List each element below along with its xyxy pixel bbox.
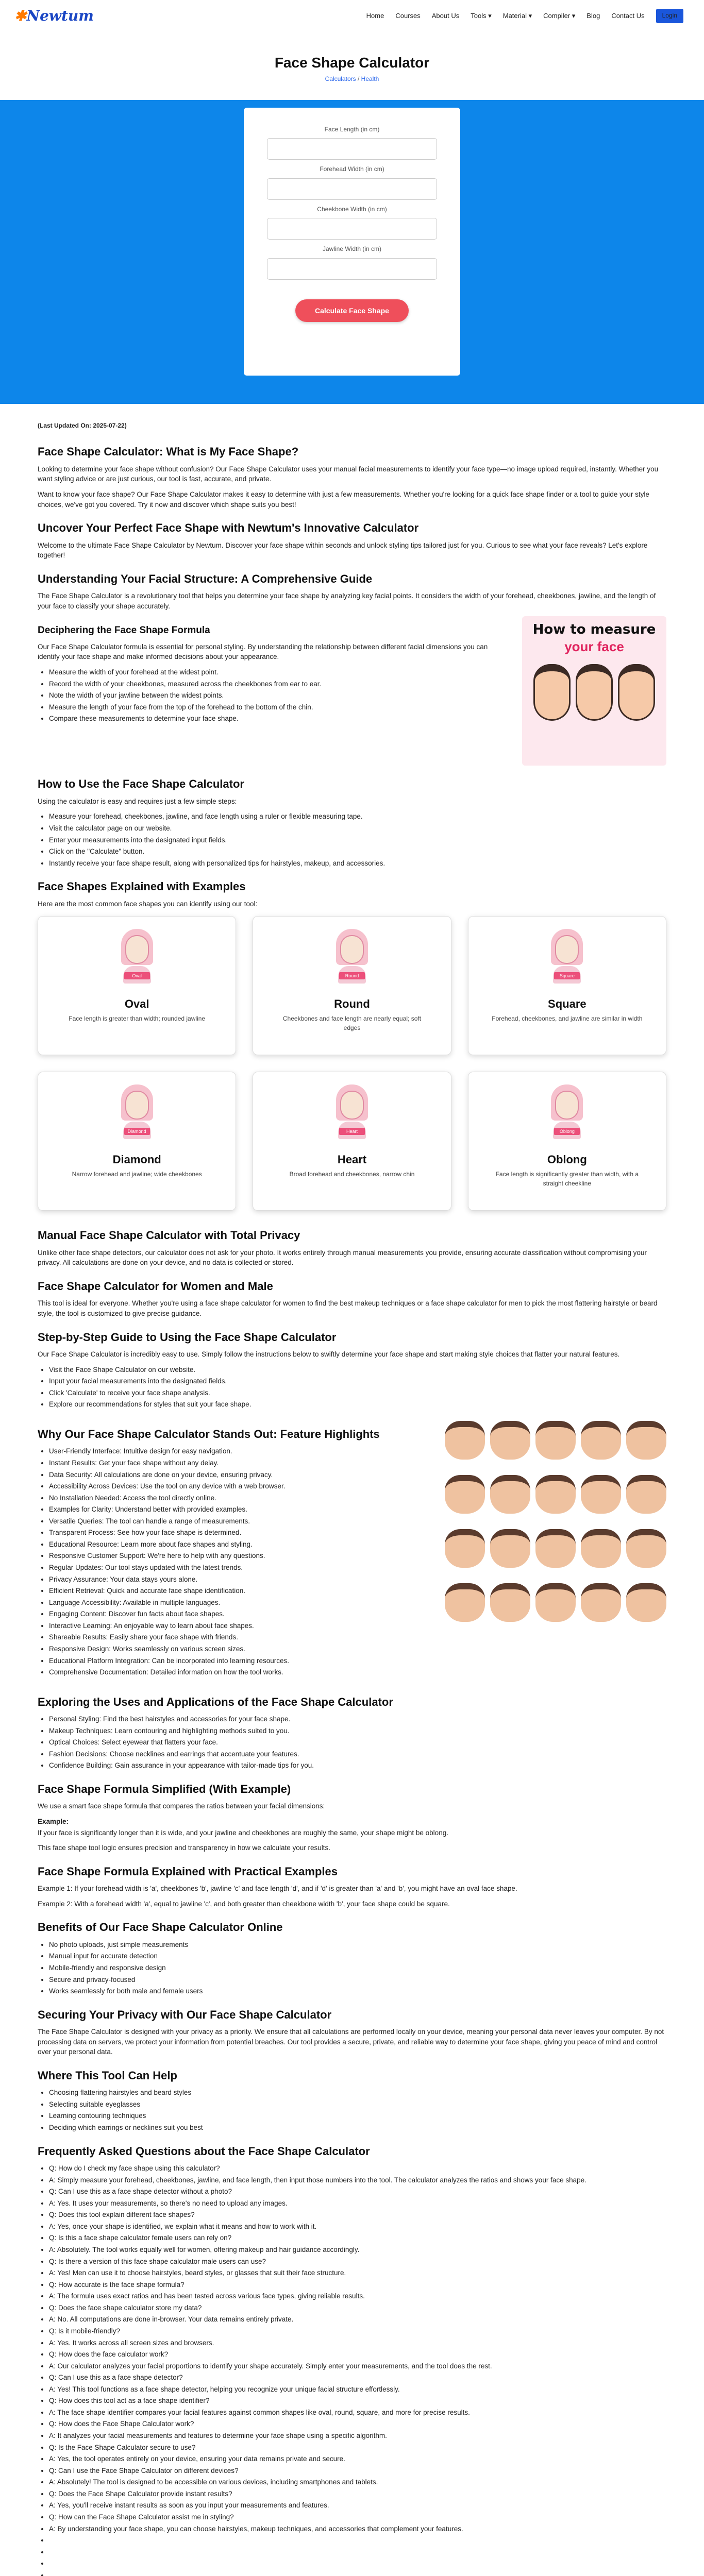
forehead-width-input[interactable] [267, 178, 437, 200]
shape-card-heart [253, 1072, 451, 1211]
uses-list [49, 1714, 666, 1771]
shape-name: Diamond [112, 1153, 161, 1166]
list-item: • Transparent Process: See how your face shape is determined. [49, 1528, 424, 1538]
heading-faq: Frequently Asked Questions about the Face Shape Calculator [38, 2144, 370, 2158]
faq-item: • A: Absolutely! The tool is designed to be accessible on various devices, including smartphones and tablets. [49, 2477, 666, 2487]
shape-description: Cheekbones and face length are nearly equal; soft edges [282, 1015, 422, 1031]
list-item: • Click 'Calculate' to receive your face shape analysis. [49, 1388, 666, 1398]
faq-item: • Q: Is the Face Shape Calculator secure to use? [49, 2443, 666, 2453]
faq-item: • Q: Does the Face Shape Calculator provide instant results? [49, 2489, 666, 2499]
nav-home[interactable]: Home [366, 11, 384, 20]
paragraph: Welcome to the ultimate Face Shape Calculator by Newtum. Discover your face shape within seconds and unlock styling tips tailored just for you. Curious to see what your face reveals? Let's explore together! [38, 541, 648, 560]
list-item: • Instant Results: Get your face shape without any delay. [49, 1458, 424, 1468]
example-label: Example: [38, 1818, 69, 1825]
list-item: • Comprehensive Documentation: Detailed information on how the tool works. [49, 1667, 424, 1677]
nav-contact-us[interactable]: Contact Us [611, 11, 645, 20]
faq-item: • Q: Is it mobile-friendly? [49, 2326, 666, 2336]
heading-where-tool-helps: Where This Tool Can Help [38, 2069, 177, 2082]
faq-item: • Q: How accurate is the face shape formula? [49, 2280, 666, 2290]
breadcrumb-calculators[interactable]: Calculators [325, 75, 356, 82]
faq-item: • A: Yes! Men can use it to choose hairstyles, beard styles, or glasses that suit their face structure. [49, 2268, 666, 2278]
list-item: • Educational Resource: Learn more about face shapes and styling. [49, 1539, 424, 1550]
list-item: • Regular Updates: Our tool stays updated with the latest trends. [49, 1563, 424, 1573]
paragraph: The Face Shape Calculator is a revolutionary tool that helps you determine your face shape by analyzing key facial points. It considers the width of your forehead, cheekbones, jawline, and the length of your face to classify your shape accurately. [38, 592, 656, 610]
oblong-face-icon: Oblong [544, 1081, 590, 1143]
face-illustration [576, 664, 613, 721]
calculator-hero [0, 100, 704, 404]
forehead-width-label: Forehead Width (in cm) [320, 165, 384, 173]
face-illustration [618, 664, 655, 721]
main-nav [366, 9, 683, 23]
breadcrumb [0, 75, 704, 83]
benefits-list [49, 1940, 666, 1996]
square-face-icon: Square [544, 926, 590, 988]
formula-text [38, 616, 501, 730]
list-item: • Choosing flattering hairstyles and beard styles [49, 2088, 666, 2098]
faq-item: • Q: Can I use the Face Shape Calculator on different devices? [49, 2466, 666, 2476]
heading-formula: Deciphering the Face Shape Formula [38, 625, 210, 636]
list-item: • Secure and privacy-focused [49, 1975, 666, 1985]
list-item: • Responsive Design: Works seamlessly on various screen sizes. [49, 1644, 424, 1654]
face-length-input[interactable] [267, 138, 437, 160]
heading-what-is-my-face-shape: Face Shape Calculator: What is My Face Shape? [38, 445, 299, 459]
how-to-list [49, 811, 666, 868]
paragraph: This face shape tool logic ensures precision and transparency in how we calculate your results. [38, 1844, 331, 1852]
paragraph: Our Face Shape Calculator formula is essential for personal styling. By understanding the relationship between different facial dimensions you can identify your face shape and make informed decisions about your appearance. [38, 642, 488, 661]
paragraph: The Face Shape Calculator is designed with your privacy as a priority. We ensure that all calculations are performed locally on your device, meaning your personal data never leaves your computer. By not processing data on servers, we protect your information from potential breaches. Our tool provides a secure, private, and reliable way to determine your face shape, giving you peace of mind and control over your personal data. [38, 2028, 664, 2056]
list-item: • Compare these measurements to determine your face shape. [49, 714, 501, 724]
shape-card-oval [38, 916, 236, 1055]
faq-item: • A: It analyzes your facial measurements and features to determine your face shape using a specific algorithm. [49, 2431, 666, 2441]
faq-item: • A: By understanding your face shape, you can choose hairstyles, makeup techniques, and accessories that complement your features. [49, 2524, 666, 2534]
heading-why-stands-out: Why Our Face Shape Calculator Stands Out: Feature Highlights [38, 1427, 380, 1440]
shape-name: Oval [124, 997, 149, 1011]
breadcrumb-separator: / [356, 75, 361, 82]
list-item: • Enter your measurements into the designated input fields. [49, 835, 666, 845]
list-item: • Learning contouring techniques [49, 2111, 666, 2121]
list-item: • Works seamlessly for both male and female users [49, 1986, 666, 1996]
list-item: • No Installation Needed: Access the tool directly online. [49, 1493, 424, 1503]
face-length-label: Face Length (in cm) [324, 125, 380, 133]
shape-name: Round [334, 997, 370, 1011]
heading-practical-examples: Face Shape Formula Explained with Practical Examples [38, 1865, 338, 1878]
top-navigation-bar [0, 0, 704, 32]
faq-item: • A: The formula uses exact ratios and has been tested across various face types, giving reliable results. [49, 2291, 666, 2301]
formula-section [38, 616, 666, 766]
faq-item: • Q: How does the Face Shape Calculator work? [49, 2419, 666, 2429]
login-button[interactable]: Login [656, 9, 683, 23]
heading-securing-privacy: Securing Your Privacy with Our Face Shape Calculator [38, 2008, 332, 2021]
list-item: • Educational Platform Integration: Can be incorporated into learning resources. [49, 1656, 424, 1666]
faq-item: • A: Absolutely. The tool works equally well for women, offering makeup and hair guidance accordingly. [49, 2245, 666, 2255]
calculator-card [244, 108, 460, 376]
features-section [38, 1416, 666, 1684]
list-item: • Confidence Building: Gain assurance in your appearance with tailor-made tips for you. [49, 1760, 666, 1771]
faq-item: • A: Yes, you'll receive instant results as soon as you input your measurements and features. [49, 2500, 666, 2511]
oval-face-icon: Oval [114, 926, 160, 988]
faq-item: • Q: How can the Face Shape Calculator assist me in styling? [49, 2512, 666, 2522]
list-item: • Record the width of your cheekbones, measured across the cheekbones from ear to ear. [49, 679, 501, 689]
illustration-subtitle: your face [564, 638, 624, 654]
faq-item [49, 2535, 666, 2546]
illustration-title: How to measure [532, 622, 656, 638]
list-item: • Note the width of your jawline between the widest points. [49, 690, 501, 701]
paragraph: Unlike other face shape detectors, our calculator does not ask for your photo. It works entirely through manual measurements you provide, ensuring accurate classification without compromising your privacy. All calculations are done on your device, and no data is collected or stored. [38, 1248, 647, 1267]
face-shapes-grid [38, 916, 666, 1211]
steps-list [49, 1365, 666, 1410]
diamond-face-icon: Diamond [114, 1081, 160, 1143]
list-item: • Personal Styling: Find the best hairstyles and accessories for your face shape. [49, 1714, 666, 1724]
faq-item: • Q: Does this tool explain different face shapes? [49, 2210, 666, 2220]
features-list [49, 1446, 424, 1677]
faq-item [49, 2570, 666, 2576]
shape-name: Oblong [547, 1153, 587, 1166]
list-item: • Fashion Decisions: Choose necklines and earrings that accentuate your features. [49, 1749, 666, 1759]
faq-item: • A: The face shape identifier compares your facial features against common shapes like oval, round, square, and more for precise results. [49, 2408, 666, 2418]
shape-card-square [468, 916, 666, 1055]
where-list [49, 2088, 666, 2132]
cheekbone-width-input[interactable] [267, 218, 437, 240]
heading-step-by-step: Step-by-Step Guide to Using the Face Shape Calculator [38, 1330, 337, 1344]
faq-item: • A: Yes. It works across all screen sizes and browsers. [49, 2338, 666, 2348]
shape-description: Face length is significantly greater than width, with a straight cheekline [495, 1171, 639, 1187]
shape-card-diamond [38, 1072, 236, 1211]
heading-face-shapes-explained: Face Shapes Explained with Examples [38, 880, 246, 893]
heading-understanding: Understanding Your Facial Structure: A Comprehensive Guide [38, 572, 373, 585]
list-item: • Manual input for accurate detection [49, 1951, 666, 1961]
list-item: • Makeup Techniques: Learn contouring and highlighting methods suited to you. [49, 1726, 666, 1736]
list-item: • Explore our recommendations for styles that suit your face shape. [49, 1399, 666, 1410]
formula-list [49, 667, 501, 724]
shape-name: Square [548, 997, 586, 1011]
faq-item: • A: Simply measure your forehead, cheekbones, jawline, and face length, then input those numbers into the tool. The calculator analyzes the ratios and shows your face shape. [49, 2175, 666, 2185]
list-item: • Interactive Learning: An enjoyable way to learn about face shapes. [49, 1621, 424, 1631]
faq-item: • Q: How does this tool act as a face shape identifier? [49, 2396, 666, 2406]
paragraph: If your face is significantly longer than it is wide, and your jawline and cheekbones are roughly the same, your shape might be oblong. [38, 1828, 448, 1837]
last-updated-date: (Last Updated On: 2025-07-22) [38, 421, 127, 429]
faq-item: • A: Yes, once your shape is identified, we explain what it means and how to work with it. [49, 2222, 666, 2232]
article-content [38, 404, 666, 2576]
heading-formula-simplified: Face Shape Formula Simplified (With Example) [38, 1782, 291, 1795]
illustration-faces [533, 664, 655, 721]
calculate-face-shape-button[interactable]: Calculate Face Shape [295, 299, 409, 322]
jawline-width-label: Jawline Width (in cm) [322, 245, 382, 253]
nav-blog[interactable]: Blog [586, 11, 600, 20]
list-item: • Measure your forehead, cheekbones, jawline, and face length using a ruler or flexible measuring tape. [49, 811, 666, 822]
nav-about-us[interactable]: About Us [431, 11, 460, 20]
faq-item [49, 2547, 666, 2557]
faq-item: • Q: Does the face shape calculator store my data? [49, 2303, 666, 2313]
nav-courses[interactable]: Courses [395, 11, 421, 20]
page-title: Face Shape Calculator [274, 55, 430, 71]
faq-item: • A: Yes. It uses your measurements, so there's no need to upload any images. [49, 2198, 666, 2209]
nav-compiler[interactable]: Compiler ▾ [543, 11, 576, 20]
heading-women-and-male: Face Shape Calculator for Women and Male [38, 1279, 273, 1293]
faq-item: • Q: Is there a version of this face shape calculator male users can use? [49, 2257, 666, 2267]
list-item: • Deciding which earrings or necklines suit you best [49, 2123, 666, 2133]
heading-uncover: Uncover Your Perfect Face Shape with Newtum's Innovative Calculator [38, 521, 419, 535]
list-item: • No photo uploads, just simple measurements [49, 1940, 666, 1950]
shape-card-oblong [468, 1072, 666, 1211]
heading-manual-privacy: Manual Face Shape Calculator with Total Privacy [38, 1229, 300, 1242]
paragraph: Looking to determine your face shape without confusion? Our Face Shape Calculator uses your manual facial measurements to identify your face type—no image upload required, instantly. Whether you want styling advice or are just curious, our tool is fast, accurate, and private. [38, 465, 659, 483]
paragraph: Using the calculator is easy and requires just a few simple steps: [38, 797, 237, 805]
heart-face-icon: Heart [329, 1081, 375, 1143]
faq-item: • Q: Can I use this as a face shape detector without a photo? [49, 2187, 666, 2197]
nav-tools[interactable]: Tools ▾ [471, 11, 492, 20]
how-to-measure-illustration [522, 616, 666, 766]
list-item: • Optical Choices: Select eyewear that flatters your face. [49, 1737, 666, 1748]
list-item: • Data Security: All calculations are done on your device, ensuring privacy. [49, 1470, 424, 1480]
nav-material[interactable]: Material ▾ [502, 11, 532, 20]
list-item: • Versatile Queries: The tool can handle a range of measurements. [49, 1516, 424, 1527]
logo-mark-icon: ✱ [14, 7, 27, 24]
features-text [38, 1416, 424, 1684]
face-illustration [533, 664, 571, 721]
heading-benefits: Benefits of Our Face Shape Calculator Online [38, 1921, 283, 1934]
faq-item [49, 2558, 666, 2569]
list-item: • Measure the length of your face from the top of the forehead to the bottom of the chin. [49, 702, 501, 713]
faq-item: • A: Yes, the tool operates entirely on your device, ensuring your data remains private and secure. [49, 2454, 666, 2464]
shape-card-round [253, 916, 451, 1055]
list-item: • Engaging Content: Discover fun facts about face shapes. [49, 1609, 424, 1619]
list-item: • Visit the calculator page on our website. [49, 823, 666, 834]
faq-item: • A: Our calculator analyzes your facial proportions to identify your shape accurately. Simply enter your measurements, and the tool does the rest. [49, 2361, 666, 2371]
faq-item: • Q: Is this a face shape calculator female users can rely on? [49, 2233, 666, 2243]
breadcrumb-health[interactable]: Health [361, 75, 379, 82]
list-item: • Visit the Face Shape Calculator on our website. [49, 1365, 666, 1375]
paragraph: Our Face Shape Calculator is incredibly easy to use. Simply follow the instructions below to swiftly determine your face shape and start making style choices that flatter your natural features. [38, 1350, 620, 1359]
list-item: • Mobile-friendly and responsive design [49, 1963, 666, 1973]
page-heading [0, 32, 704, 89]
round-face-icon: Round [329, 926, 375, 988]
faq-item: • Q: Can I use this as a face shape detector? [49, 2372, 666, 2383]
shape-description: Forehead, cheekbones, and jawline are similar in width [492, 1015, 643, 1023]
heading-how-to-use: How to Use the Face Shape Calculator [38, 777, 244, 791]
list-item: • Selecting suitable eyeglasses [49, 2099, 666, 2110]
list-item: • User-Friendly Interface: Intuitive design for easy navigation. [49, 1446, 424, 1456]
newtum-logo[interactable]: ✱Newtum [14, 7, 94, 24]
faq-item: • A: No. All computations are done in-browser. Your data remains entirely private. [49, 2314, 666, 2325]
paragraph: We use a smart face shape formula that compares the ratios between your facial dimensions: [38, 1802, 325, 1810]
faq-item: • Q: How does the face calculator work? [49, 2349, 666, 2360]
list-item: • Responsive Customer Support: We're here to help with any questions. [49, 1551, 424, 1561]
paragraph: Example 1: If your forehead width is 'a', cheekbones 'b', jawline 'c' and face length 'd', and if 'd' is greater than 'a' and 'b', you might have an oval face shape. [38, 1885, 517, 1893]
shape-description: Broad forehead and cheekbones, narrow chin [289, 1171, 415, 1178]
list-item: • Efficient Retrieval: Quick and accurate face shape identification. [49, 1586, 424, 1596]
list-item: • Input your facial measurements into the designated fields. [49, 1376, 666, 1386]
list-item: • Privacy Assurance: Your data stays yours alone. [49, 1574, 424, 1585]
list-item: • Shareable Results: Easily share your face shape with friends. [49, 1632, 424, 1642]
paragraph: Want to know your face shape? Our Face Shape Calculator makes it easy to determine with just a few measurements. Whether you're looking for a quick face shape finder or a tool to guide your style choices, we've got you covered. Try it now and discover which shape suits you best! [38, 490, 649, 509]
list-item: • Click on the "Calculate" button. [49, 846, 666, 857]
heading-uses-applications: Exploring the Uses and Applications of the Face Shape Calculator [38, 1695, 393, 1708]
paragraph: Example 2: With a forehead width 'a', equal to jawline 'c', and both greater than cheekbone width 'b', your face shape could be square. [38, 1900, 450, 1908]
paragraph: This tool is ideal for everyone. Whether you're using a face shape calculator for women to find the best makeup techniques or a face shape calculator for men to pick the most flattering hairstyle or beard style, the tool is customized to give precise guidance. [38, 1299, 658, 1317]
faq-item: • A: Yes! This tool functions as a face shape detector, helping you recognize your unique facial structure effortlessly. [49, 2384, 666, 2395]
faq-list [49, 2163, 666, 2576]
cheekbone-width-label: Cheekbone Width (in cm) [317, 205, 387, 213]
paragraph: Here are the most common face shapes you can identify using our tool: [38, 900, 258, 908]
shape-name: Heart [337, 1153, 367, 1166]
list-item: • Examples for Clarity: Understand better with provided examples. [49, 1504, 424, 1515]
list-item: • Accessibility Across Devices: Use the tool on any device with a web browser. [49, 1481, 424, 1492]
face-shapes-collage-image [445, 1416, 666, 1632]
shape-description: Face length is greater than width; rounded jawline [69, 1015, 206, 1023]
shape-description: Narrow forehead and jawline; wide cheekbones [72, 1171, 202, 1178]
faq-item: • Q: How do I check my face shape using this calculator? [49, 2163, 666, 2174]
jawline-width-input[interactable] [267, 258, 437, 280]
list-item: • Measure the width of your forehead at the widest point. [49, 667, 501, 677]
list-item: • Language Accessibility: Available in multiple languages. [49, 1598, 424, 1608]
list-item: • Instantly receive your face shape result, along with personalized tips for hairstyles, makeup, and accessories. [49, 858, 666, 869]
